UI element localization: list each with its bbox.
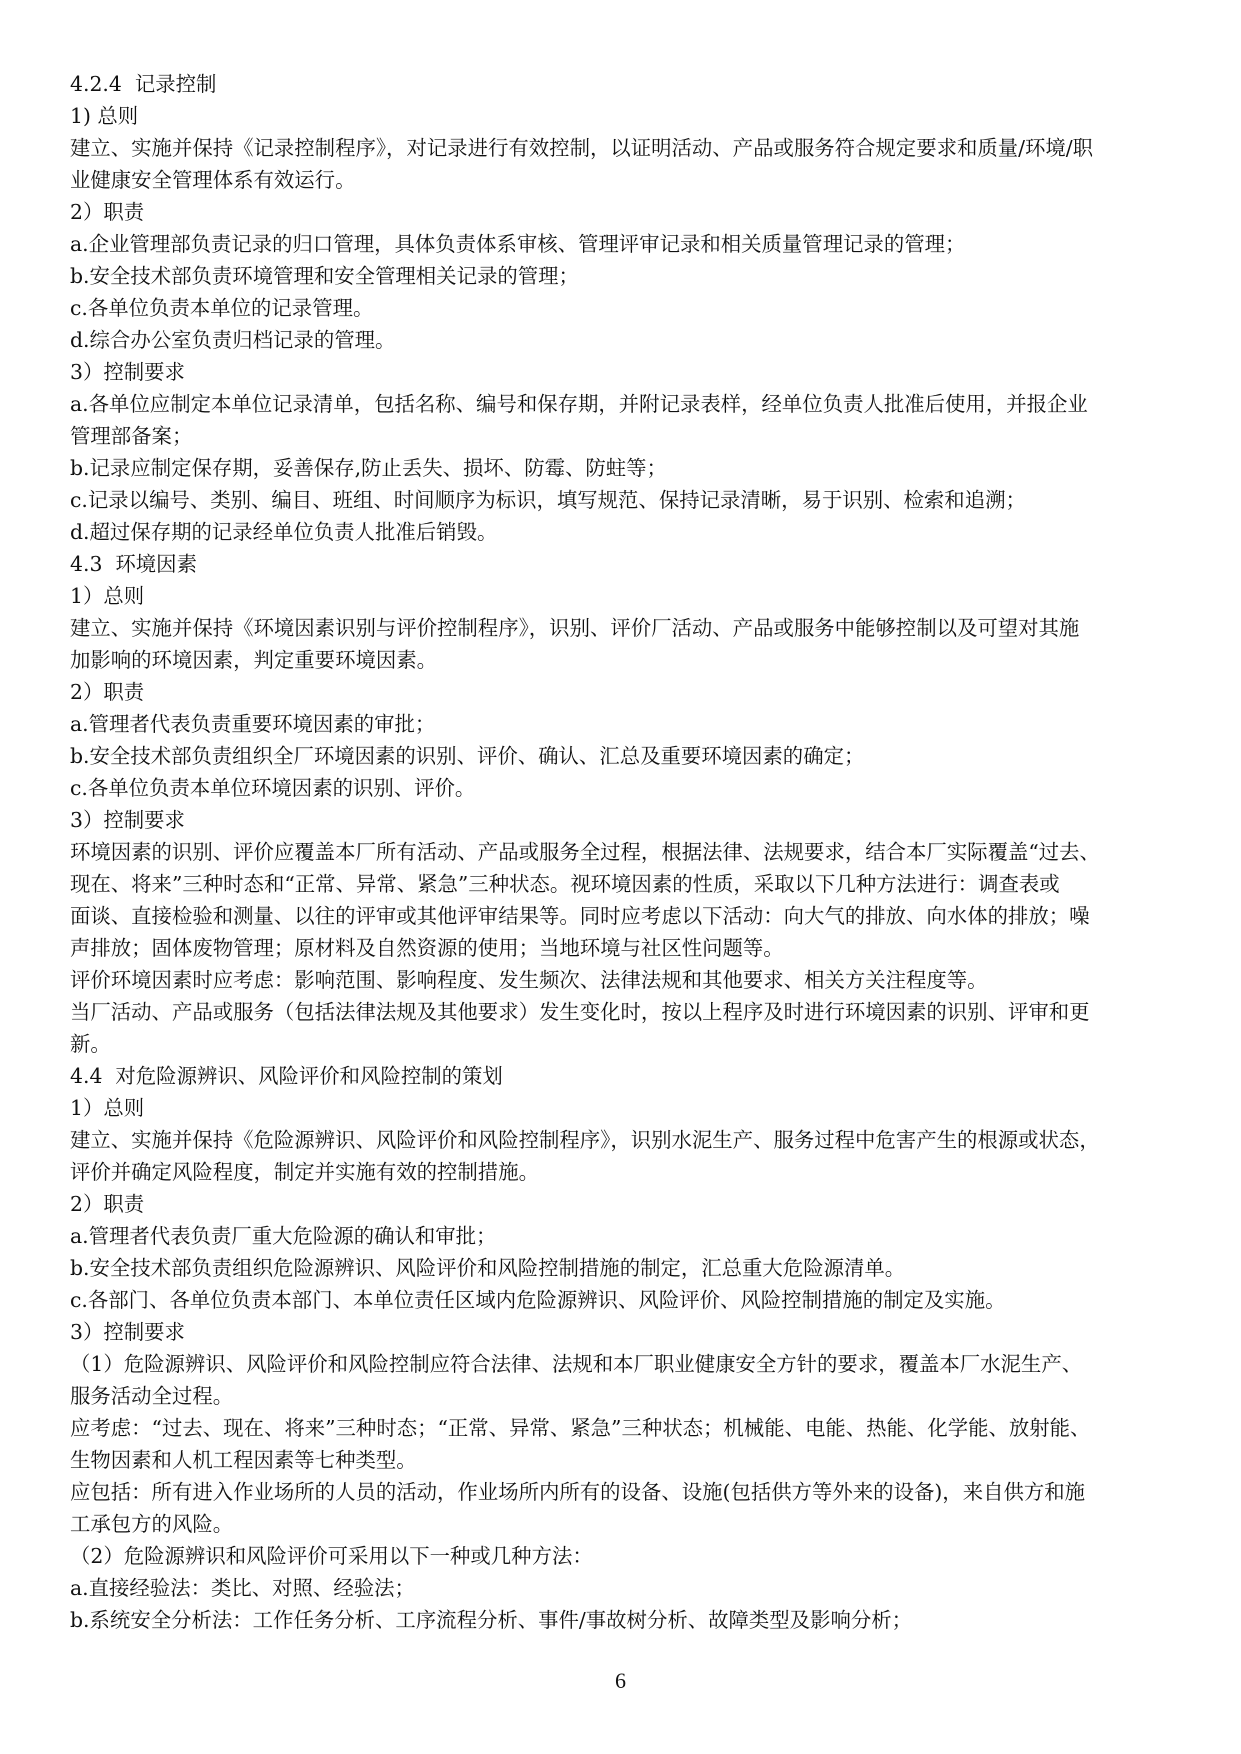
text-line: 业健康安全管理体系有效运行。	[70, 168, 356, 192]
text-line: 2）职责	[70, 680, 145, 704]
text-line: （1）危险源辨识、风险评价和风险控制应符合法律、法规和本厂职业健康安全方针的要求，覆盖本厂水泥生产、	[70, 1352, 1083, 1376]
text-line: c.各单位负责本单位的记录管理。	[70, 296, 374, 320]
text-line: a.各单位应制定本单位记录清单，包括名称、编号和保存期，并附记录表样，经单位负责人批准后使用，并报企业	[70, 392, 1088, 416]
text-line: a.直接经验法：类比、对照、经验法；	[70, 1576, 415, 1600]
text-line: b.系统安全分析法：工作任务分析、工序流程分析、事件/事故树分析、故障类型及影响分析；	[70, 1608, 913, 1632]
text-line: c.记录以编号、类别、编目、班组、时间顺序为标识，填写规范、保持记录清晰，易于识别、检索和追溯；	[70, 488, 1026, 512]
text-line: 管理部备案；	[70, 424, 193, 448]
text-line: 1) 总则	[70, 104, 139, 128]
text-line: 建立、实施并保持《环境因素识别与评价控制程序》，识别、评价厂活动、产品或服务中能够控制以及可望对其施	[70, 616, 1080, 640]
text-line: 环境因素的识别、评价应覆盖本厂所有活动、产品或服务全过程，根据法律、法规要求，结合本厂实际覆盖“过去、	[70, 840, 1100, 864]
text-line: d.超过保存期的记录经单位负责人批准后销毁。	[70, 520, 498, 544]
text-line: 1）总则	[70, 1096, 145, 1120]
text-line: 3）控制要求	[70, 1320, 185, 1344]
text-line: c.各部门、各单位负责本部门、本单位责任区域内危险源辨识、风险评价、风险控制措施的制定及实施。	[70, 1288, 1006, 1312]
text-line: （2）危险源辨识和风险评价可采用以下一种或几种方法：	[70, 1544, 593, 1568]
text-line: 3）控制要求	[70, 360, 185, 384]
text-line: 生物因素和人机工程因素等七种类型。	[70, 1448, 417, 1472]
text-line: 当厂活动、产品或服务（包括法律法规及其他要求）发生变化时，按以上程序及时进行环境因素的识别、评审和更	[70, 1000, 1090, 1024]
text-line: a.企业管理部负责记录的归口管理，具体负责体系审核、管理评审记录和相关质量管理记录的管理；	[70, 232, 966, 256]
text-line: 服务活动全过程。	[70, 1384, 234, 1408]
text-line: b.安全技术部负责环境管理和安全管理相关记录的管理；	[70, 264, 579, 288]
text-line: 4.3 环境因素	[70, 552, 197, 576]
text-line: a.管理者代表负责厂重大危险源的确认和审批；	[70, 1224, 497, 1248]
text-line: 建立、实施并保持《记录控制程序》，对记录进行有效控制，以证明活动、产品或服务符合规定要求和质量/环境/职	[70, 136, 1094, 160]
page-number: 6	[615, 1668, 626, 1693]
text-line: 声排放；固体废物管理；原材料及自然资源的使用；当地环境与社区性问题等。	[70, 936, 784, 960]
text-line: 面谈、直接检验和测量、以往的评审或其他评审结果等。同时应考虑以下活动：向大气的排放、向水体的排放；噪	[70, 904, 1090, 928]
text-line: d.综合办公室负责归档记录的管理。	[70, 328, 396, 352]
text-line: 2）职责	[70, 200, 145, 224]
text-line: 评价环境因素时应考虑：影响范围、影响程度、发生频次、法律法规和其他要求、相关方关注程度等。	[70, 968, 988, 992]
text-line: 加影响的环境因素，判定重要环境因素。	[70, 648, 438, 672]
text-line: 评价并确定风险程度，制定并实施有效的控制措施。	[70, 1160, 539, 1184]
text-line: 2）职责	[70, 1192, 145, 1216]
text-line: 建立、实施并保持《危险源辨识、风险评价和风险控制程序》，识别水泥生产、服务过程中危害产生的根源或状态，	[70, 1128, 1100, 1152]
text-line: a.管理者代表负责重要环境因素的审批；	[70, 712, 436, 736]
text-line: 1）总则	[70, 584, 145, 608]
text-line: 4.4 对危险源辨识、风险评价和风险控制的策划	[70, 1064, 503, 1088]
text-line: 4.2.4 记录控制	[70, 72, 217, 96]
text-line: b.记录应制定保存期，妥善保存,防止丢失、损坏、防霉、防蛀等；	[70, 456, 667, 480]
text-line: b.安全技术部负责组织危险源辨识、风险评价和风险控制措施的制定，汇总重大危险源清单。	[70, 1256, 906, 1280]
text-line: b.安全技术部负责组织全厂环境因素的识别、评价、确认、汇总及重要环境因素的确定；	[70, 744, 865, 768]
text-line: 工承包方的风险。	[70, 1512, 234, 1536]
text-line: 现在、将来”三种时态和“正常、异常、紧急”三种状态。视环境因素的性质，采取以下几种方法进行：调查表或	[70, 872, 1060, 896]
text-line: 应包括：所有进入作业场所的人员的活动，作业场所内所有的设备、设施(包括供方等外来的设备)，来自供方和施	[70, 1480, 1086, 1504]
text-line: 新。	[70, 1032, 111, 1056]
text-line: 3）控制要求	[70, 808, 185, 832]
text-line: c.各单位负责本单位环境因素的识别、评价。	[70, 776, 476, 800]
document-body	[70, 68, 1170, 1636]
text-line: 应考虑：“过去、现在、将来”三种时态；“正常、异常、紧急”三种状态；机械能、电能、热能、化学能、放射能、	[70, 1416, 1091, 1440]
